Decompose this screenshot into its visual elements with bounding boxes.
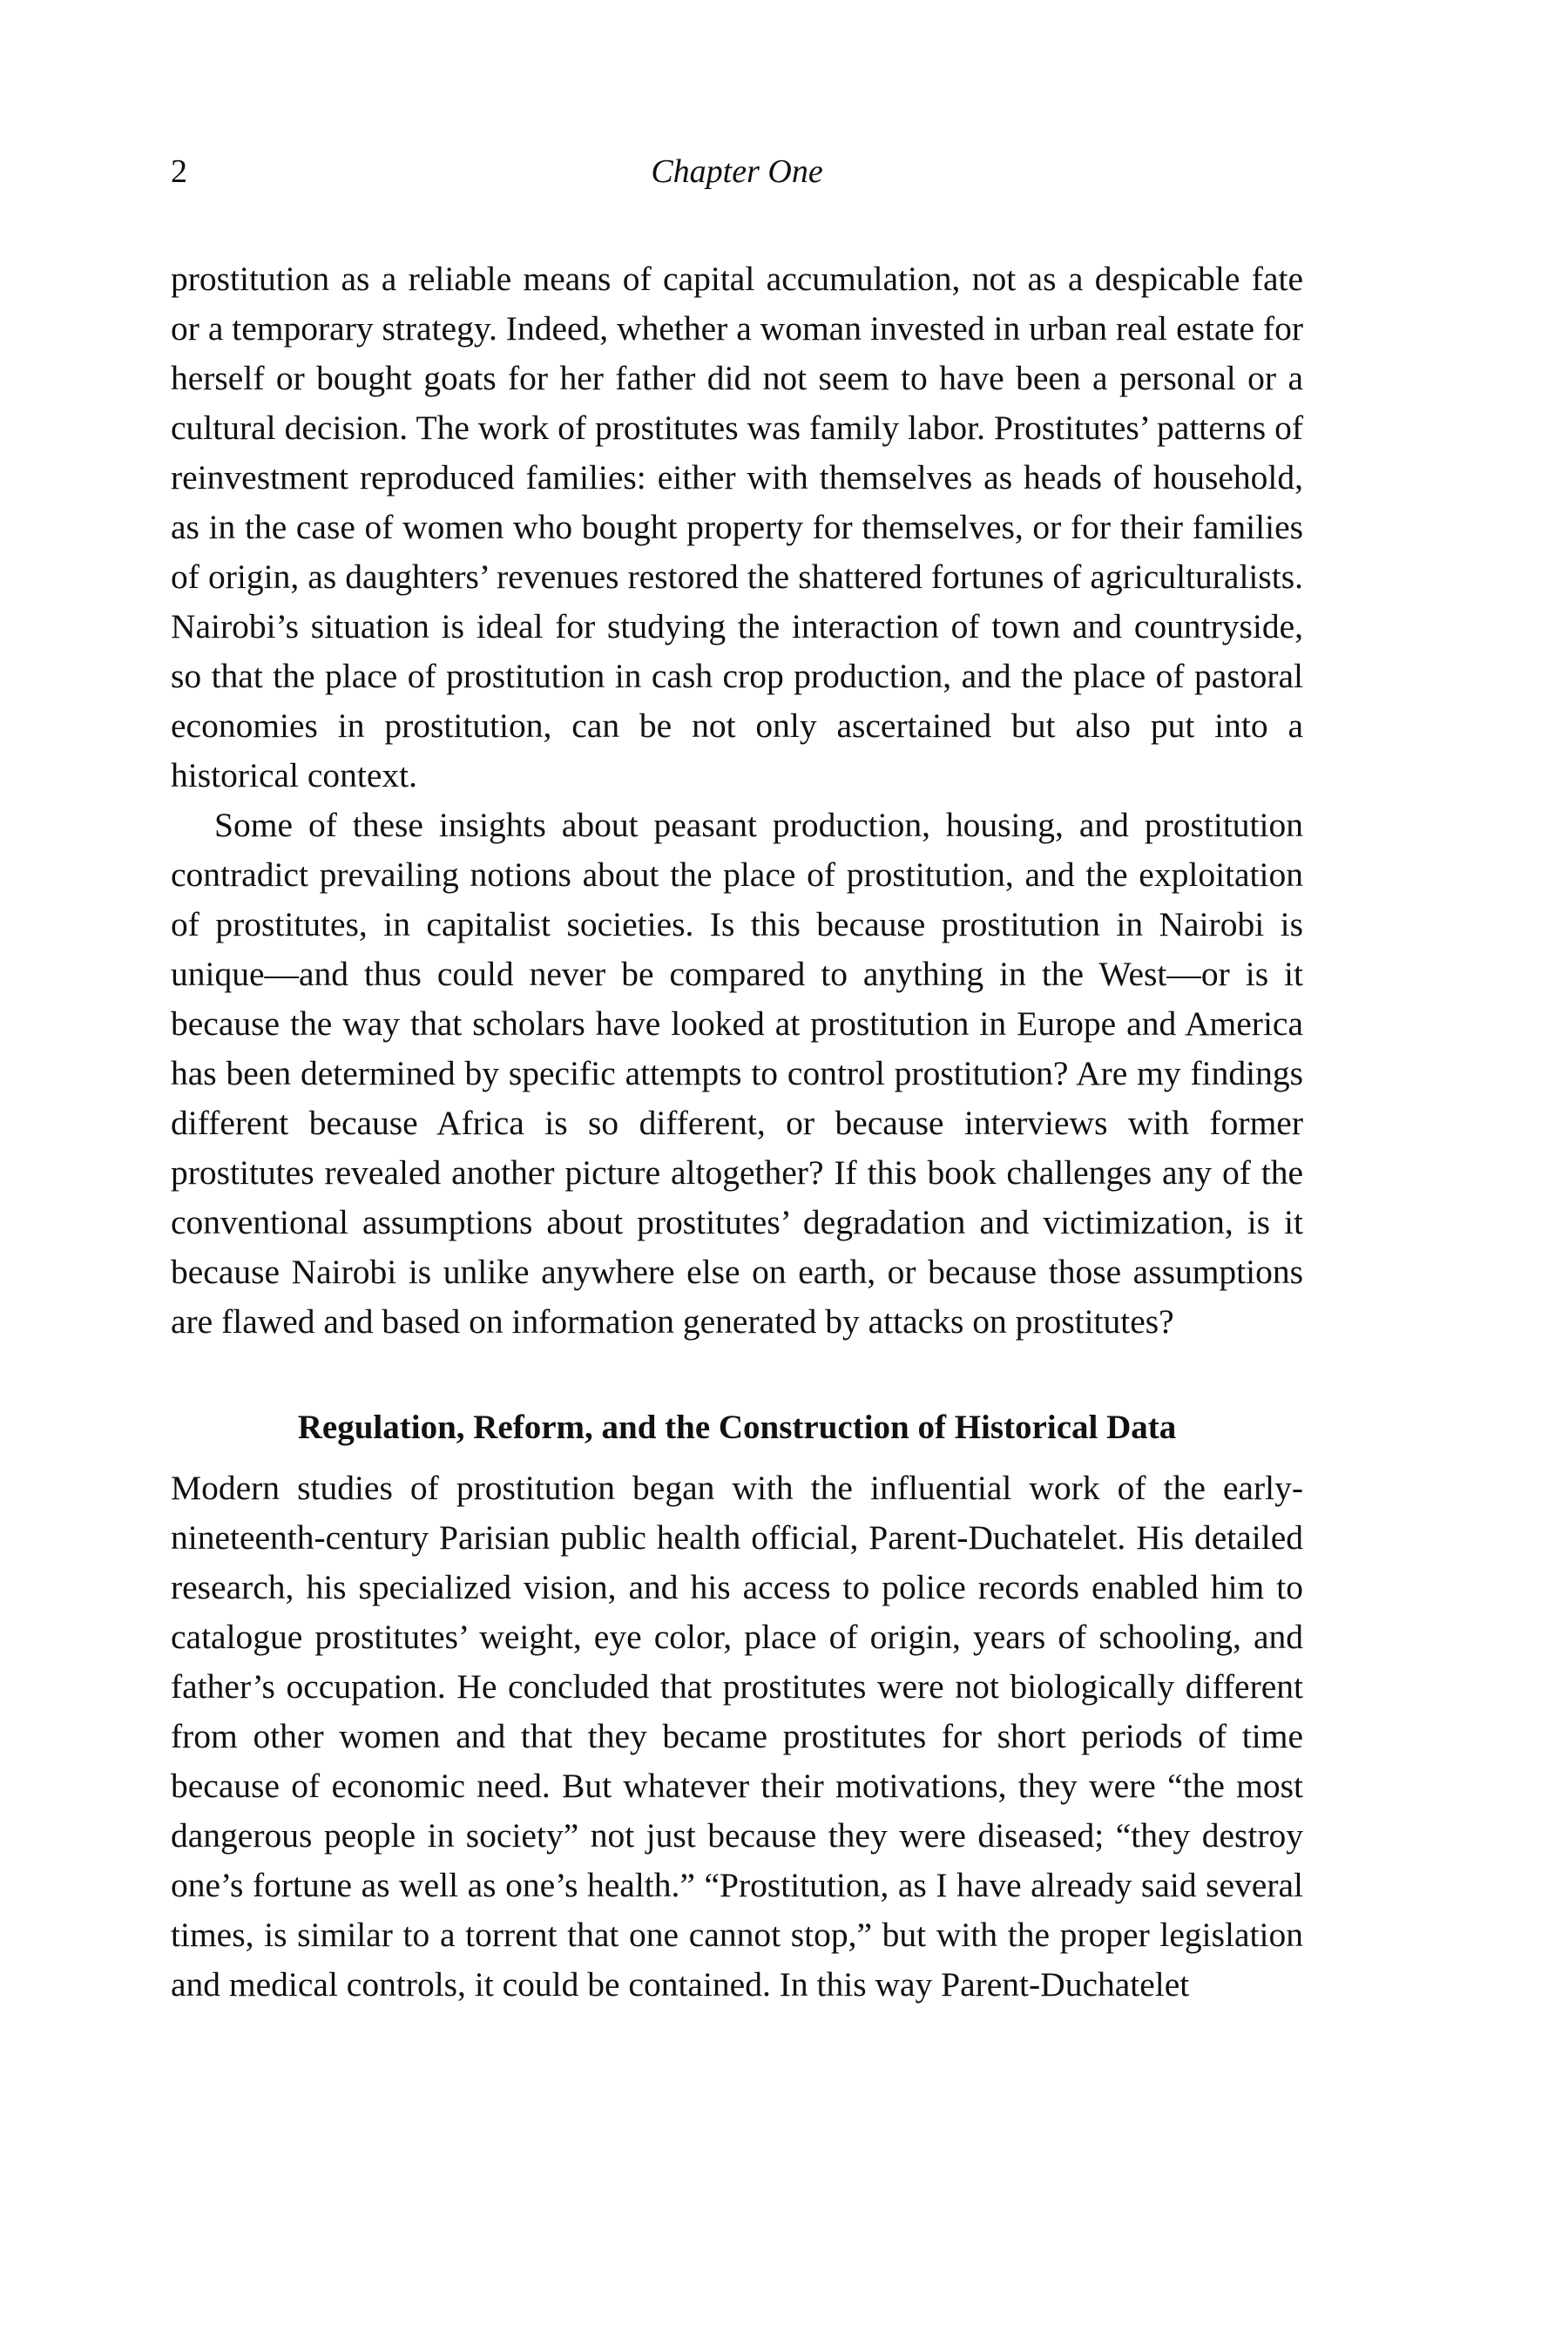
- paragraph-3: Modern studies of prostitution began with the influential work of the early-nineteenth-century Parisian public health official, Parent-Duchatelet. His detailed research, his specialized vision, and his access to police records enabled him to catalogue prostitutes’ weight, eye color, place of origin, years of schooling, and father’s occupation. He concluded that prostitutes were not biologically different from other women and that they became prostitutes for short periods of time because of economic need. But whatever their motivations, they were “the most dangerous people in society” not just because they were diseased; “they destroy one’s fortune as well as one’s health.” “Prostitution, as I have already said several times, is similar to a torrent that one cannot stop,” but with the proper legislation and medical controls, it could be contained. In this way Parent-Duchatelet: [171, 1469, 1303, 2004]
- section-heading: Regulation, Reform, and the Construction of Historical Data: [297, 1409, 1177, 1446]
- paragraph-1: prostitution as a reliable means of capital accumulation, not as a despicable fate or a temporary strategy. Indeed, whether a woman invested in urban real estate for herself or bought goats for her father did not seem to have been a personal or a cultural decision. The work of prostitutes was family labor. Prostitutes’ patterns of reinvestment reproduced families: either with themselves as heads of household, as in the case of women who bought property for themselves, or for their families of origin, as daughters’ revenues restored the shattered fortunes of agriculturalists. Nairobi’s situation is ideal for studying the interaction of town and countryside, so that the place of prostitution in cash crop production, and the place of pastoral economies in prostitution, can be not only ascertained but also put into a historical context.: [171, 260, 1303, 794]
- running-head: [171, 152, 1303, 205]
- body-text: [171, 254, 1303, 2010]
- paragraph-2: Some of these insights about peasant production, housing, and prostitution contradict prevailing notions about the place of prostitution, and the exploitation of prostitutes, in capitalist societies. Is this because prostitution in Nairobi is unique—and thus could never be compared to anything in the West—or is it because the way that scholars have looked at prostitution in Europe and America has been determined by specific attempts to control prostitution? Are my findings different because Africa is so different, or because interviews with former prostitutes revealed another picture altogether? If this book challenges any of the conventional assumptions about prostitutes’ degradation and victimization, is it because Nairobi is unlike anywhere else on earth, or because those assumptions are flawed and based on information generated by attacks on prostitutes?: [171, 806, 1303, 1341]
- chapter-title: Chapter One: [651, 153, 823, 190]
- page-number: 2: [171, 153, 187, 190]
